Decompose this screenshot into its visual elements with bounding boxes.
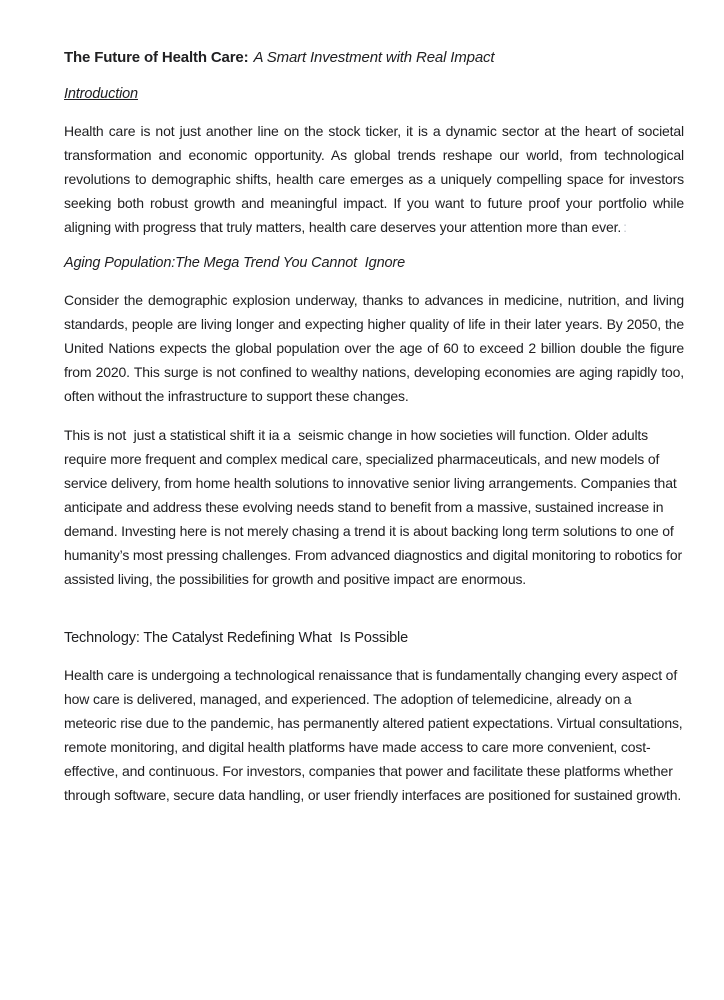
paragraph-overview: [64, 119, 688, 239]
heading-technology: Technology: The Catalyst Redefining What Is Possible: [64, 630, 408, 646]
heading-introduction: Introduction: [64, 86, 138, 102]
paragraph-technology-renaissance: Health care is undergoing a technological renaissance that is fundamentally changing every aspect of how care is delivered, managed, and experienced. The adoption of telemedicine, already on a meteoric rise due to the pandemic, has permanently altered patient expectations. Virtual consultations, remote monitoring, and digital health platforms have made access to care more convenient, cost-effective, and continuous. For investors, companies that power and facilitate these platforms whether through software, secure data handling, or user friendly interfaces are positioned for sustained growth.: [64, 667, 687, 803]
heading-aging-population: Aging Population:The Mega Trend You Cannot Ignore: [64, 255, 406, 271]
paragraph-overview-text: Health care is not just another line on the stock ticker, it is a dynamic sector at the heart of societal transformation and economic opportunity. As global trends reshape our world, from technological revolutions to demographic shifts, health care emerges as a uniquely compelling space for investors seeking both robust growth and meaningful impact. If you want to future proof your portfolio while aligning with progress that truly matters, health care deserves your attention more than ever.: [64, 123, 688, 235]
paragraph-aging-shift: This is not just a statistical shift it ia a seismic change in how societies will function. Older adults require more frequent and complex medical care, specialized pharmaceuticals, and new models of service delivery, from home health solutions to innovative senior living arrangements. Companies that anticipate and address these evolving needs stand to benefit from a massive, sustained increase in demand. Investing here is not merely chasing a trend it is about backing long term solutions to one of humanity’s most pressing challenges. From advanced diagnostics and digital monitoring to robotics for assisted living, the possibilities for growth and positive impact are enormous.: [64, 427, 686, 587]
document-title-bold-part: The Future of Health Care:: [64, 49, 249, 66]
faint-colon-artifact: :: [623, 219, 627, 235]
document-title-italic-part: A Smart Investment with Real Impact: [253, 49, 495, 66]
paragraph-aging-demographics: Consider the demographic explosion underway, thanks to advances in medicine, nutrition, and living standards, people are living longer and expecting higher quality of life in their later years. By 2050, the United Nations expects the global population over the age of 60 to exceed 2 billion double the figure from 2020. This surge is not confined to wealthy nations, developing economies are aging rapidly too, often without the infrastructure to support these changes.: [64, 292, 688, 404]
document-title: [64, 48, 684, 68]
